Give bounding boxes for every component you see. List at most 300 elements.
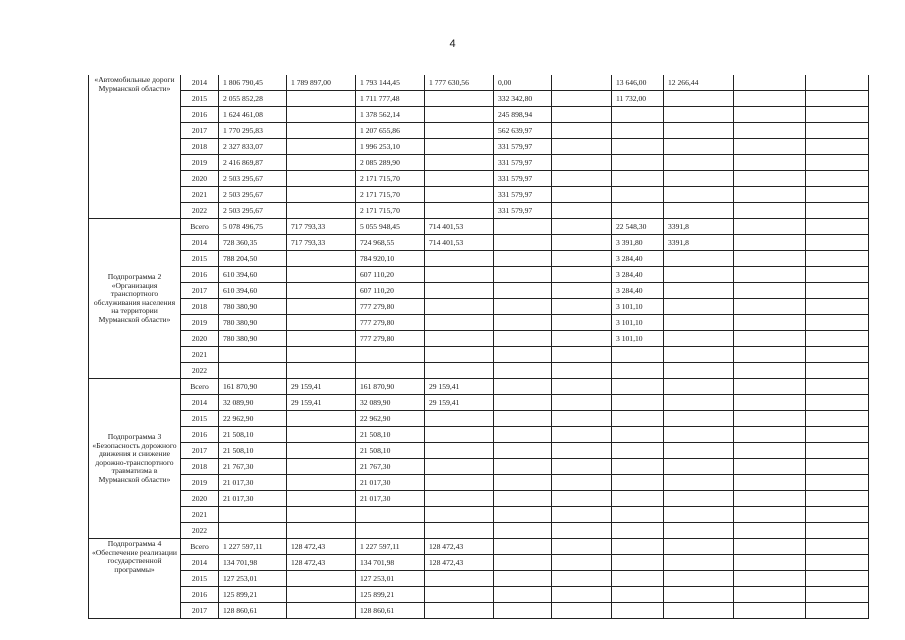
row-year: 2020 (181, 491, 219, 507)
table-row (89, 267, 869, 283)
amount-cell (734, 251, 806, 267)
amount-cell: 134 701,98 (219, 555, 287, 571)
row-year: 2021 (181, 507, 219, 523)
amount-cell (425, 459, 494, 475)
amount-cell (806, 427, 869, 443)
amount-cell (494, 475, 552, 491)
amount-cell (552, 235, 612, 251)
amount-cell (806, 523, 869, 539)
amount-cell (664, 475, 734, 491)
row-year: 2014 (181, 395, 219, 411)
amount-cell (664, 507, 734, 523)
amount-cell (552, 155, 612, 171)
amount-cell (287, 155, 356, 171)
amount-cell (612, 203, 664, 219)
amount-cell (494, 283, 552, 299)
amount-cell: 32 089,90 (356, 395, 425, 411)
amount-cell: 128 472,43 (425, 555, 494, 571)
amount-cell: 21 017,30 (356, 475, 425, 491)
amount-cell (425, 155, 494, 171)
amount-cell (734, 283, 806, 299)
amount-cell (552, 107, 612, 123)
amount-cell (552, 475, 612, 491)
amount-cell (494, 539, 552, 555)
amount-cell: 1 806 790,45 (219, 75, 287, 91)
amount-cell: 780 380,90 (219, 315, 287, 331)
amount-cell: 29 159,41 (287, 379, 356, 395)
amount-cell (806, 443, 869, 459)
row-year: Всего (181, 379, 219, 395)
amount-cell: 2 085 289,90 (356, 155, 425, 171)
row-year: 2022 (181, 203, 219, 219)
amount-cell (664, 555, 734, 571)
amount-cell (734, 187, 806, 203)
amount-cell (287, 299, 356, 315)
amount-cell (552, 267, 612, 283)
amount-cell (552, 363, 612, 379)
amount-cell (425, 123, 494, 139)
table-row (89, 523, 869, 539)
amount-cell: 1 378 562,14 (356, 107, 425, 123)
amount-cell (552, 395, 612, 411)
budget-table (88, 75, 869, 619)
amount-cell: 22 962,90 (356, 411, 425, 427)
amount-cell: 1 227 597,11 (219, 539, 287, 555)
amount-cell (612, 523, 664, 539)
amount-cell: 607 110,20 (356, 283, 425, 299)
amount-cell (425, 315, 494, 331)
amount-cell (287, 363, 356, 379)
amount-cell: 127 253,01 (219, 571, 287, 587)
amount-cell (664, 603, 734, 619)
row-year: Всего (181, 539, 219, 555)
amount-cell: 717 793,33 (287, 235, 356, 251)
amount-cell (806, 555, 869, 571)
amount-cell (612, 539, 664, 555)
amount-cell: 21 017,30 (219, 491, 287, 507)
row-year: 2014 (181, 75, 219, 91)
amount-cell (552, 203, 612, 219)
amount-cell (734, 475, 806, 491)
amount-cell (287, 587, 356, 603)
table-row (89, 171, 869, 187)
amount-cell (806, 539, 869, 555)
table-row (89, 139, 869, 155)
amount-cell: 29 159,41 (287, 395, 356, 411)
amount-cell (552, 507, 612, 523)
section-name: «Автомобильные дороги Мурманской области» (89, 75, 181, 219)
amount-cell (219, 507, 287, 523)
section-name: Подпрограмма 4 «Обеспечение реализации государственной программы» (89, 539, 181, 619)
amount-cell (806, 91, 869, 107)
amount-cell (552, 171, 612, 187)
amount-cell (552, 299, 612, 315)
amount-cell (612, 187, 664, 203)
amount-cell (664, 443, 734, 459)
row-year: 2017 (181, 443, 219, 459)
amount-cell (425, 299, 494, 315)
row-year: 2017 (181, 283, 219, 299)
amount-cell: 1 770 295,83 (219, 123, 287, 139)
amount-cell (806, 379, 869, 395)
amount-cell (806, 155, 869, 171)
amount-cell (425, 411, 494, 427)
amount-cell: 2 327 833,07 (219, 139, 287, 155)
amount-cell (664, 459, 734, 475)
amount-cell: 777 279,80 (356, 299, 425, 315)
amount-cell (612, 123, 664, 139)
amount-cell (806, 331, 869, 347)
amount-cell (425, 603, 494, 619)
amount-cell (552, 139, 612, 155)
amount-cell: 777 279,80 (356, 315, 425, 331)
amount-cell (287, 331, 356, 347)
amount-cell: 717 793,33 (287, 219, 356, 235)
amount-cell (612, 395, 664, 411)
amount-cell (287, 187, 356, 203)
amount-cell: 161 870,90 (219, 379, 287, 395)
amount-cell (287, 315, 356, 331)
amount-cell (494, 507, 552, 523)
row-year: 2019 (181, 155, 219, 171)
row-year: 2018 (181, 299, 219, 315)
amount-cell: 331 579,97 (494, 187, 552, 203)
table-row (89, 555, 869, 571)
amount-cell: 1 793 144,45 (356, 75, 425, 91)
row-year: 2020 (181, 331, 219, 347)
amount-cell (612, 427, 664, 443)
amount-cell (664, 299, 734, 315)
amount-cell: 784 920,10 (356, 251, 425, 267)
amount-cell (806, 411, 869, 427)
amount-cell (287, 459, 356, 475)
amount-cell: 12 266,44 (664, 75, 734, 91)
amount-cell: 780 380,90 (219, 331, 287, 347)
amount-cell (734, 379, 806, 395)
amount-cell (494, 411, 552, 427)
amount-cell: 610 394,60 (219, 283, 287, 299)
row-year: 2015 (181, 411, 219, 427)
amount-cell (612, 107, 664, 123)
amount-cell (552, 427, 612, 443)
amount-cell: 29 159,41 (425, 379, 494, 395)
amount-cell: 728 360,35 (219, 235, 287, 251)
amount-cell (734, 523, 806, 539)
amount-cell (287, 107, 356, 123)
amount-cell (806, 187, 869, 203)
amount-cell (287, 251, 356, 267)
amount-cell: 331 579,97 (494, 171, 552, 187)
amount-cell (664, 539, 734, 555)
amount-cell (494, 235, 552, 251)
amount-cell (552, 123, 612, 139)
amount-cell (552, 459, 612, 475)
amount-cell (552, 555, 612, 571)
amount-cell: 128 472,43 (287, 555, 356, 571)
amount-cell (219, 523, 287, 539)
amount-cell: 2 503 295,67 (219, 187, 287, 203)
amount-cell (806, 139, 869, 155)
amount-cell (494, 363, 552, 379)
amount-cell (494, 603, 552, 619)
amount-cell (356, 507, 425, 523)
table-row (89, 603, 869, 619)
amount-cell (552, 443, 612, 459)
amount-cell: 22 548,30 (612, 219, 664, 235)
amount-cell: 21 508,10 (356, 443, 425, 459)
amount-cell (664, 411, 734, 427)
amount-cell (494, 523, 552, 539)
amount-cell (356, 363, 425, 379)
amount-cell (734, 347, 806, 363)
amount-cell (552, 571, 612, 587)
amount-cell (287, 427, 356, 443)
amount-cell: 3391,8 (664, 235, 734, 251)
amount-cell: 128 860,61 (356, 603, 425, 619)
amount-cell (734, 219, 806, 235)
table-row (89, 395, 869, 411)
amount-cell: 2 503 295,67 (219, 203, 287, 219)
amount-cell: 3 284,40 (612, 283, 664, 299)
amount-cell (287, 171, 356, 187)
amount-cell (734, 267, 806, 283)
amount-cell: 11 732,00 (612, 91, 664, 107)
amount-cell (425, 331, 494, 347)
row-year: 2014 (181, 555, 219, 571)
row-year: 2017 (181, 123, 219, 139)
amount-cell (664, 107, 734, 123)
amount-cell (219, 347, 287, 363)
amount-cell (664, 187, 734, 203)
amount-cell (287, 283, 356, 299)
amount-cell: 331 579,97 (494, 155, 552, 171)
amount-cell (494, 251, 552, 267)
amount-cell (734, 75, 806, 91)
amount-cell: 128 472,43 (287, 539, 356, 555)
table-row (89, 331, 869, 347)
amount-cell: 1 789 897,00 (287, 75, 356, 91)
amount-cell (425, 107, 494, 123)
amount-cell (806, 107, 869, 123)
amount-cell (734, 603, 806, 619)
amount-cell (806, 363, 869, 379)
amount-cell (734, 363, 806, 379)
amount-cell (806, 251, 869, 267)
amount-cell (425, 187, 494, 203)
table-row (89, 491, 869, 507)
amount-cell: 610 394,60 (219, 267, 287, 283)
amount-cell (552, 411, 612, 427)
row-year: 2016 (181, 107, 219, 123)
table-row (89, 123, 869, 139)
amount-cell (612, 363, 664, 379)
amount-cell (806, 171, 869, 187)
amount-cell: 1 227 597,11 (356, 539, 425, 555)
row-year: 2021 (181, 187, 219, 203)
amount-cell (494, 427, 552, 443)
amount-cell: 21 017,30 (219, 475, 287, 491)
amount-cell (664, 347, 734, 363)
amount-cell (734, 91, 806, 107)
amount-cell: 125 899,21 (219, 587, 287, 603)
amount-cell: 714 401,53 (425, 219, 494, 235)
table-row (89, 299, 869, 315)
amount-cell (494, 459, 552, 475)
amount-cell (425, 443, 494, 459)
row-year: 2021 (181, 347, 219, 363)
amount-cell (552, 539, 612, 555)
amount-cell (287, 267, 356, 283)
amount-cell (734, 395, 806, 411)
amount-cell: 161 870,90 (356, 379, 425, 395)
table-row (89, 75, 869, 91)
amount-cell (494, 395, 552, 411)
amount-cell: 5 078 496,75 (219, 219, 287, 235)
section-name: Подпрограмма 3 «Безопасность дорожного движения и снижение дорожно-транспортного травматизма в Мурманской области» (89, 379, 181, 539)
table-row (89, 475, 869, 491)
amount-cell (612, 155, 664, 171)
amount-cell (552, 331, 612, 347)
table-row (89, 363, 869, 379)
amount-cell (494, 555, 552, 571)
amount-cell (425, 507, 494, 523)
amount-cell (425, 267, 494, 283)
amount-cell (806, 491, 869, 507)
amount-cell (734, 587, 806, 603)
amount-cell (552, 187, 612, 203)
amount-cell (806, 299, 869, 315)
amount-cell: 1 777 630,56 (425, 75, 494, 91)
amount-cell (494, 347, 552, 363)
amount-cell (425, 571, 494, 587)
table-row (89, 443, 869, 459)
amount-cell (664, 363, 734, 379)
amount-cell (494, 587, 552, 603)
amount-cell (806, 75, 869, 91)
amount-cell: 3 101,10 (612, 331, 664, 347)
row-year: 2022 (181, 363, 219, 379)
amount-cell (219, 363, 287, 379)
amount-cell (494, 331, 552, 347)
amount-cell (425, 251, 494, 267)
amount-cell (664, 203, 734, 219)
table-row (89, 379, 869, 395)
amount-cell (494, 299, 552, 315)
amount-cell (425, 363, 494, 379)
amount-cell (494, 315, 552, 331)
amount-cell (494, 379, 552, 395)
amount-cell: 3 101,10 (612, 299, 664, 315)
amount-cell (287, 347, 356, 363)
amount-cell: 1 996 253,10 (356, 139, 425, 155)
amount-cell: 128 472,43 (425, 539, 494, 555)
amount-cell (612, 603, 664, 619)
amount-cell (734, 171, 806, 187)
amount-cell (425, 427, 494, 443)
row-year: 2018 (181, 139, 219, 155)
amount-cell: 2 055 852,28 (219, 91, 287, 107)
table-row (89, 571, 869, 587)
section-name: Подпрограмма 2 «Организация транспортного обслуживания населения на территории Мурманской области» (89, 219, 181, 379)
amount-cell: 607 110,20 (356, 267, 425, 283)
amount-cell (612, 507, 664, 523)
amount-cell (287, 571, 356, 587)
amount-cell (287, 507, 356, 523)
page-number: 4 (449, 38, 456, 50)
amount-cell (287, 123, 356, 139)
amount-cell (806, 507, 869, 523)
table-row (89, 507, 869, 523)
amount-cell (664, 283, 734, 299)
amount-cell (806, 603, 869, 619)
amount-cell (806, 283, 869, 299)
amount-cell (806, 219, 869, 235)
amount-cell (612, 571, 664, 587)
amount-cell (287, 475, 356, 491)
amount-cell (425, 587, 494, 603)
row-year: 2022 (181, 523, 219, 539)
amount-cell (612, 459, 664, 475)
amount-cell (425, 203, 494, 219)
table-row (89, 539, 869, 555)
amount-cell (612, 555, 664, 571)
row-year: 2014 (181, 235, 219, 251)
amount-cell (734, 203, 806, 219)
amount-cell (734, 155, 806, 171)
row-year: 2018 (181, 459, 219, 475)
amount-cell (356, 347, 425, 363)
amount-cell (806, 347, 869, 363)
amount-cell (734, 331, 806, 347)
amount-cell: 21 508,10 (219, 443, 287, 459)
row-year: 2019 (181, 315, 219, 331)
amount-cell: 780 380,90 (219, 299, 287, 315)
amount-cell (734, 315, 806, 331)
amount-cell (734, 107, 806, 123)
table-row (89, 203, 869, 219)
row-year: 2019 (181, 475, 219, 491)
amount-cell (734, 235, 806, 251)
amount-cell: 1 624 461,08 (219, 107, 287, 123)
table-row (89, 155, 869, 171)
row-year: 2017 (181, 603, 219, 619)
table-row (89, 283, 869, 299)
table-row (89, 347, 869, 363)
amount-cell (734, 299, 806, 315)
amount-cell (287, 139, 356, 155)
amount-cell: 3 391,80 (612, 235, 664, 251)
budget-table-body (89, 75, 869, 619)
amount-cell (287, 491, 356, 507)
amount-cell (664, 123, 734, 139)
amount-cell: 128 860,61 (219, 603, 287, 619)
amount-cell (734, 427, 806, 443)
amount-cell: 125 899,21 (356, 587, 425, 603)
amount-cell (494, 491, 552, 507)
amount-cell: 3 284,40 (612, 267, 664, 283)
amount-cell (664, 315, 734, 331)
amount-cell (612, 475, 664, 491)
amount-cell: 3391,8 (664, 219, 734, 235)
amount-cell: 2 416 869,87 (219, 155, 287, 171)
amount-cell (425, 347, 494, 363)
amount-cell (734, 491, 806, 507)
amount-cell (806, 459, 869, 475)
table-row (89, 411, 869, 427)
table-row (89, 587, 869, 603)
amount-cell (734, 507, 806, 523)
amount-cell: 21 508,10 (356, 427, 425, 443)
